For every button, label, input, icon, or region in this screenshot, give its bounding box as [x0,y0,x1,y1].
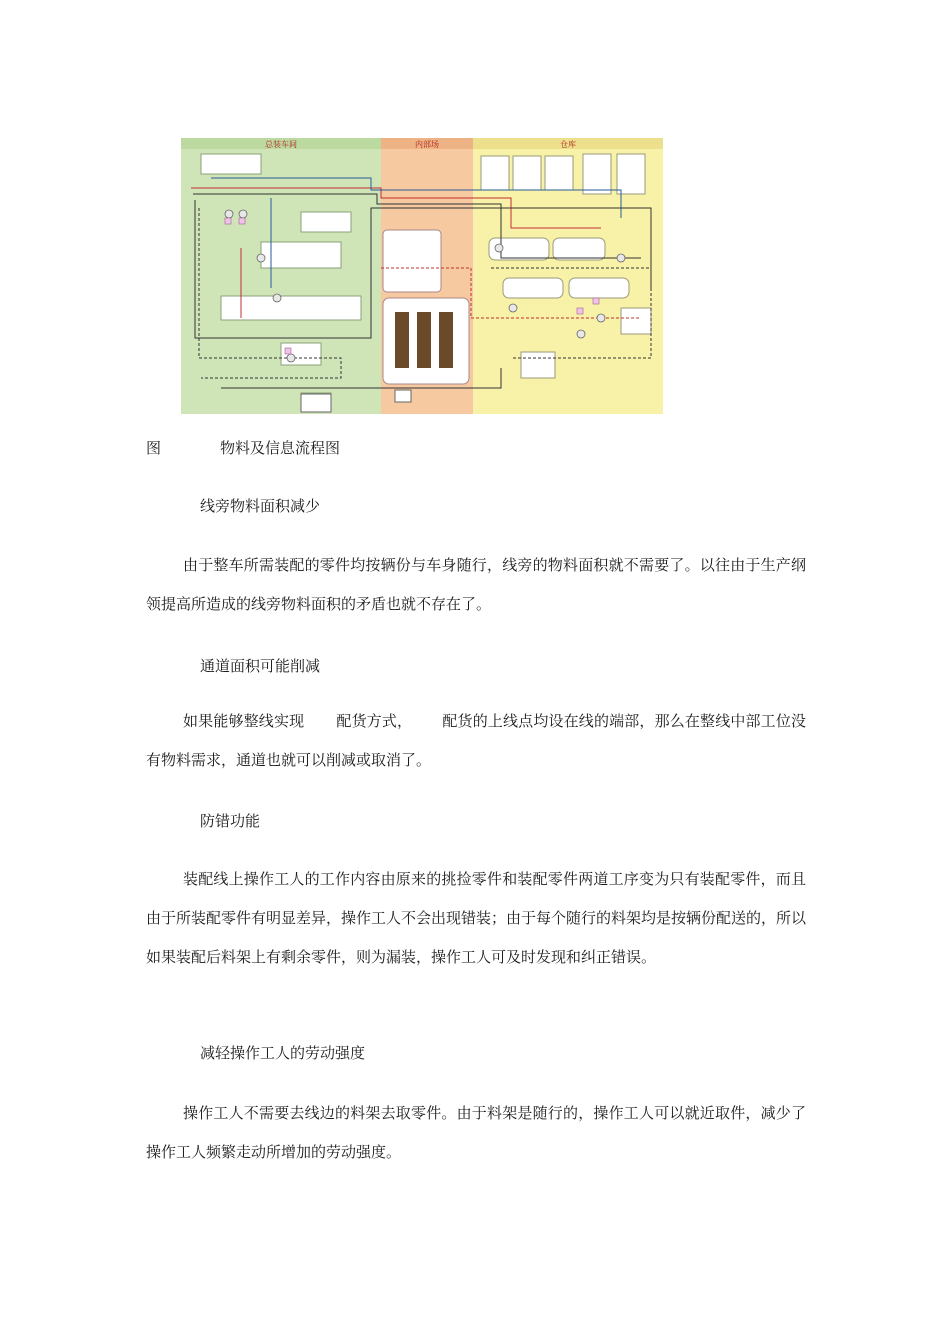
flow-diagram [181,138,663,414]
section-heading-1: 线旁物料面积减少 [200,497,321,515]
diagram-footer-symbol [395,390,411,402]
figure-caption [146,437,340,458]
trucks [395,312,453,368]
flow-diagram-figure [181,138,663,414]
paragraph-2-part-2: 配货方式， [336,712,413,730]
paragraph-2-part-3: 配货的上线点均设在线的端部，那么在整线中部工位没有物料需求，通道也就可以削减或取消了。 [146,712,806,769]
figure-caption-text: 物料及信息流程图 [220,439,341,457]
zone-label-assembly: 总装车间 [265,140,297,149]
figure-label: 图 [146,439,162,457]
zone-assembly [181,138,381,414]
section-paragraph-2 [146,702,806,780]
zone-label-internal: 内部场 [415,140,439,149]
paragraph-2-part-1: 如果能够整线实现 [183,712,305,730]
section-heading-3: 防错功能 [200,812,261,830]
section-heading-4: 减轻操作工人的劳动强度 [200,1044,366,1062]
section-paragraph-1: 由于整车所需装配的零件均按辆份与车身随行，线旁的物料面积就不需要了。以往由于生产纲领提高所造成的线旁物料面积的矛盾也就不存在了。 [146,556,806,613]
diagram-footer-box [301,394,331,412]
section-paragraph-3: 装配线上操作工人的工作内容由原来的挑捡零件和装配零件两道工序变为只有装配零件，而且由于所装配零件有明显差异，操作工人不会出现错装；由于每个随行的料架均是按辆份配送的，所以如果装配后料架上有剩余零件，则为漏装，操作工人可及时发现和纠正错误。 [146,870,807,966]
section-heading-2: 通道面积可能削减 [200,657,321,675]
section-paragraph-4: 操作工人不需要去线边的料架去取零件。由于料架是随行的，操作工人可以就近取件，减少了操作工人频繁走动所增加的劳动强度。 [146,1104,806,1161]
zone-label-warehouse: 仓库 [560,140,576,149]
internal-box-top [383,230,441,292]
